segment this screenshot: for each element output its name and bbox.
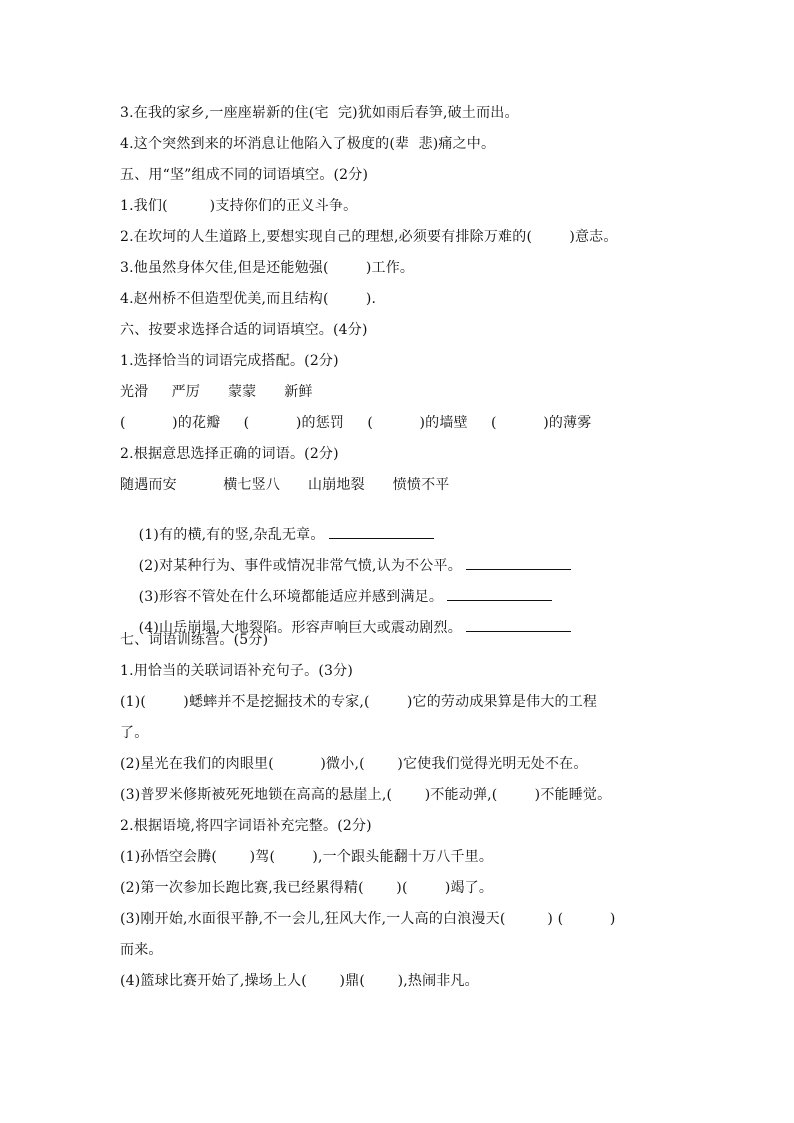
question-line: 1.选择恰当的词语完成搭配。(2分) [120,353,339,369]
section-heading: 五、用“坚”组成不同的词语填空。(2分) [120,167,369,183]
question-line: 1.我们( )支持你们的正义斗争。 [120,198,358,214]
question-line: (3)普罗米修斯被死死地锁在高高的悬崖上,( )不能动弹,( )不能睡觉。 [120,787,612,803]
question-line: 4.赵州桥不但造型优美,而且结构( ). [120,291,377,307]
question-line: 而来。 [120,942,163,958]
question-text: (2)对某种行为、事件或情况非常气愤,认为不公平。 [138,558,462,574]
question-line: ( )的花瓣 ( )的惩罚 ( )的墙壁 ( )的薄雾 [120,415,592,431]
question-line: 2.根据意思选择正确的词语。(2分) [120,446,339,462]
answer-blank[interactable] [447,587,552,601]
answer-blank[interactable] [466,556,571,570]
answer-blank[interactable] [466,618,571,632]
word-bank: 光滑 严厉 蒙蒙 新鲜 [120,384,313,400]
question-text: (4)山岳崩塌,大地裂陷。形容声响巨大或震动剧烈。 [138,620,462,636]
question-text: (1)有的横,有的竖,杂乱无章。 [138,527,325,543]
answer-blank[interactable] [329,525,434,539]
question-line: 4.这个突然到来的坏消息让他陷入了极度的(辈 悲)痛之中。 [120,136,496,152]
question-line: 1.用恰当的关联词语补充句子。(3分) [120,663,353,679]
question-line: 3.在我的家乡,一座座崭新的住(宅 完)犹如雨后春笋,破土而出。 [120,105,519,121]
question-line: (2)星光在我们的肉眼里( )微小,( )它使我们觉得光明无处不在。 [120,756,588,772]
section-heading: 七、词语训练营。(5分) [120,632,269,648]
question-line: (1)孙悟空会腾( )驾( ),一个跟头能翻十万八千里。 [120,849,494,865]
question-line: (3)刚开始,水面很平静,不一会儿,狂风大作,一人高的白浪漫天( ) ( ) [120,911,616,927]
question-line: 3.他虽然身体欠佳,但是还能勉强( )工作。 [120,260,415,276]
word-bank: 随遇而安 横七竖八 山崩地裂 愤愤不平 [120,477,450,493]
question-line: (2)第一次参加长跑比赛,我已经累得精( )( )竭了。 [120,880,494,896]
question-line: (1)( )蟋蟀并不是挖掘技术的专家,( )它的劳动成果算是伟大的工程 [120,694,598,710]
section-heading: 六、按要求选择合适的词语填空。(4分) [120,322,368,338]
question-text: (3)形容不管处在什么环境都能适应并感到满足。 [138,589,444,605]
question-line: 了。 [120,725,149,741]
question-line: (4)篮球比赛开始了,操场上人( )鼎( ),热闹非凡。 [120,973,479,989]
question-line: 2.在坎坷的人生道路上,要想实现自己的理想,必须要有排除万难的( )意志。 [120,229,618,245]
question-line: 2.根据语境,将四字词语补充完整。(2分) [120,818,372,834]
